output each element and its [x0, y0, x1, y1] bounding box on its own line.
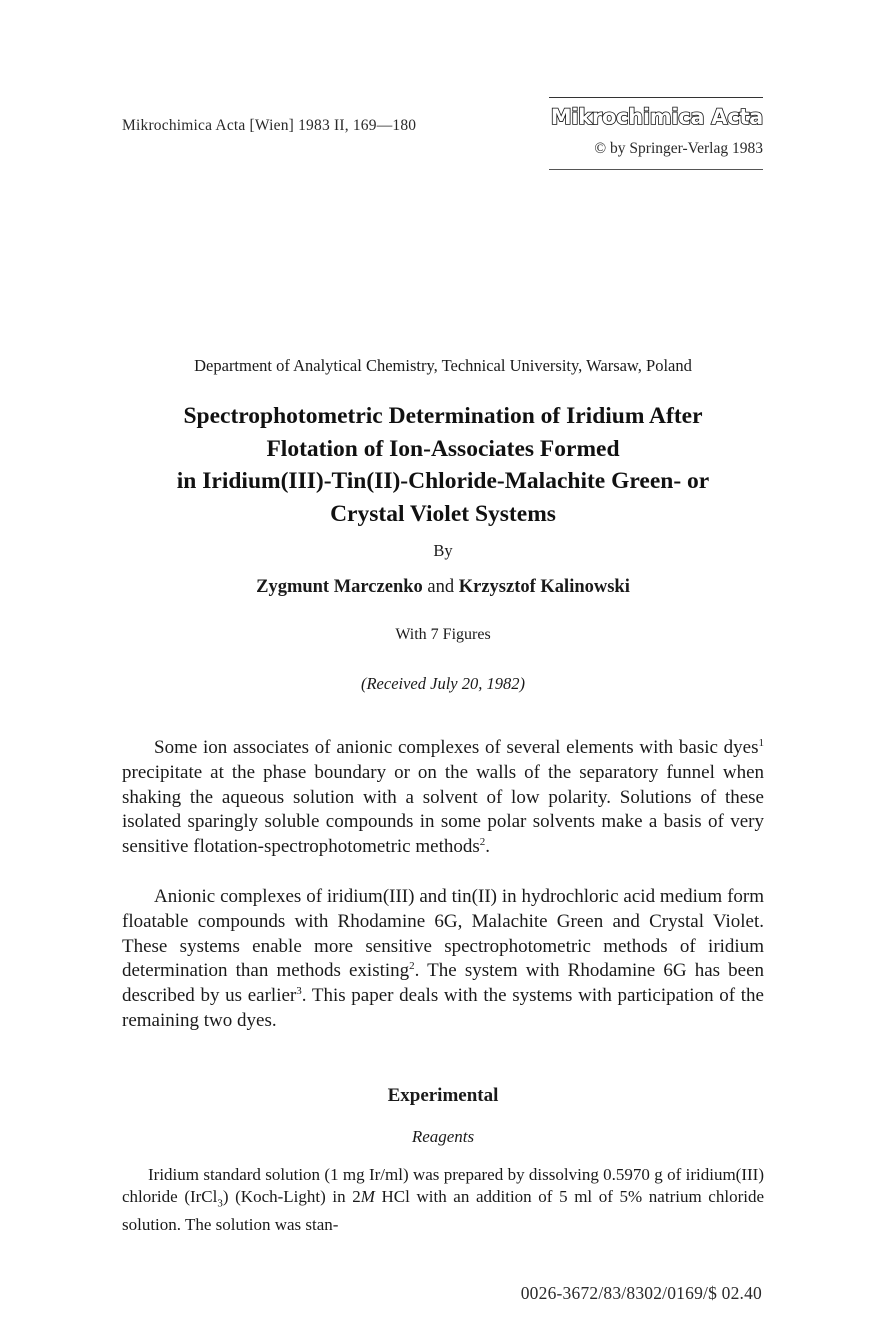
title-line: Spectrophotometric Determination of Iridium After — [183, 403, 703, 429]
journal-reference: Mikrochimica Acta [Wien] 1983 II, 169—180 — [122, 117, 417, 134]
article-code: 0026-3672/83/8302/0169/$ 02.40 — [520, 1283, 762, 1303]
text-run: Some ion associates of anionic complexes of several elements with basic dyes — [154, 737, 759, 758]
molarity-symbol: M — [360, 1186, 375, 1206]
intro-paragraph-2 — [122, 885, 764, 1034]
text-run: . — [485, 836, 491, 858]
text-run: . This paper deals with the systems with participation of the remaining two dyes. — [122, 985, 764, 1031]
author-name: Zygmunt Marczenko — [256, 577, 423, 597]
masthead-bottom-rule — [549, 169, 763, 170]
subscript: 3 — [217, 1196, 223, 1209]
subsection-heading: Reagents — [411, 1127, 475, 1146]
figures-note: With 7 Figures — [395, 626, 491, 643]
title-line: Flotation of Ion-Associates Formed — [266, 435, 620, 462]
masthead-top-rule — [549, 97, 763, 98]
citation-ref: 3 — [296, 985, 302, 998]
author-name: Krzysztof Kalinowski — [458, 577, 630, 597]
citation-ref: 1 — [758, 737, 764, 749]
received-date: (Received July 20, 1982) — [360, 674, 525, 693]
title-line: Crystal Violet Systems — [330, 500, 556, 527]
intro-paragraph-1 — [122, 736, 764, 860]
citation-ref: 2 — [409, 960, 415, 973]
reagents-paragraph — [122, 1164, 764, 1236]
text-run: Iridium standard solution (1 mg Ir/ml) was prepared by dissolving 0.5970 g of iridium(III) chloride (IrCl — [122, 1165, 764, 1206]
by-line: By — [433, 541, 453, 560]
text-run: precipitate at the phase boundary or on the walls of the separatory funnel when shaking the aqueous solution with a solvent of low polarity. Solutions of these isolated sparingly soluble compounds in some polar solvents make a basis of very sensitive flotation-spectrophotometric methods — [122, 761, 764, 858]
title-line: in Iridium(III)-Tin(II)-Chloride-Malachite Green- or — [176, 468, 710, 494]
text-run: HCl with an addition of 5 ml of 5% natrium chloride solution. The solution was stan- — [122, 1186, 764, 1235]
text-run: Anionic complexes of iridium(III) and tin(II) in hydrochloric acid medium form floatable compounds with Rhodamine 6G, Malachite Green and Crystal Violet. These systems enable more sensitive spectrophotometric methods of iridium determination than methods existing — [122, 886, 764, 982]
author-list — [122, 577, 764, 598]
journal-masthead — [549, 97, 763, 170]
article-title — [122, 400, 764, 530]
text-run: . The system with Rhodamine 6G has been described by us earlier — [122, 960, 765, 1007]
author-connector: and — [427, 577, 455, 597]
copyright-notice: © by Springer-Verlag 1983 — [594, 140, 763, 157]
text-run: ) (Koch-Light) in 2 — [222, 1186, 361, 1206]
section-heading: Experimental — [387, 1085, 499, 1106]
citation-ref: 2 — [479, 836, 486, 849]
author-affiliation: Department of Analytical Chemistry, Technical University, Warsaw, Poland — [194, 356, 692, 375]
journal-logo: Mikrochimica Acta — [550, 105, 763, 129]
